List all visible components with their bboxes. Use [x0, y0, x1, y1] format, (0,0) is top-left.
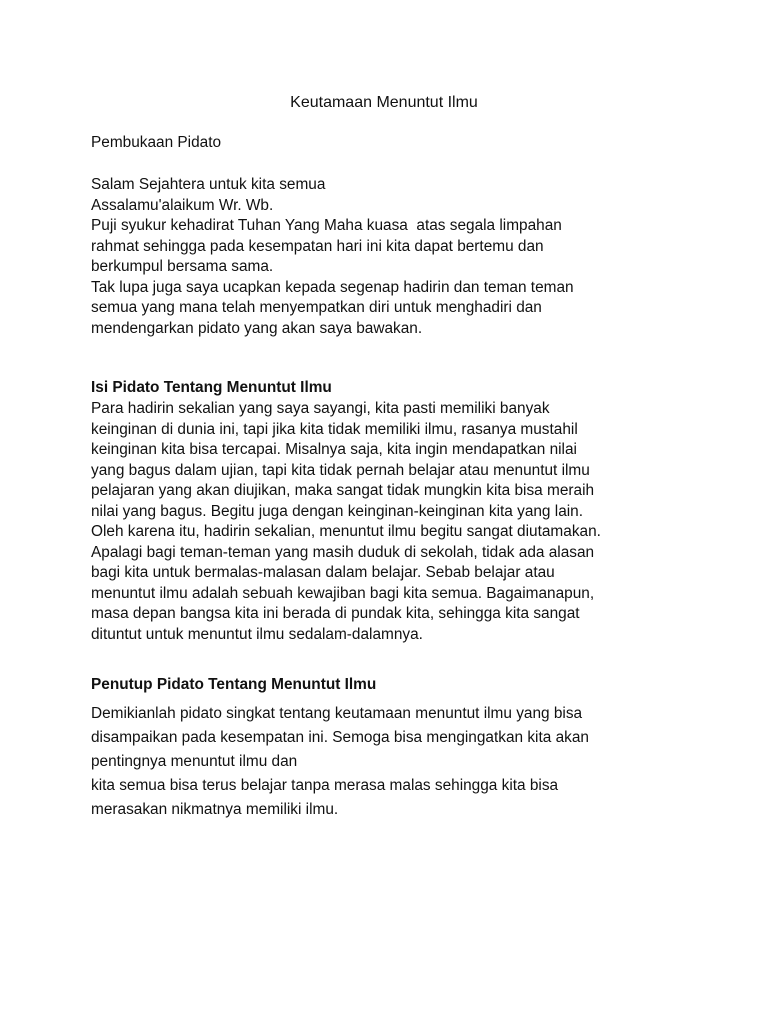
text-line: nilai yang bagus. Begitu juga dengan keinginan-keinginan kita yang lain. [91, 502, 584, 520]
text-line: pentingnya menuntut ilmu dan [91, 753, 298, 770]
text-line: semua yang mana telah menyempatkan diri untuk menghadiri dan [91, 299, 542, 316]
content-heading: Isi Pidato Tentang Menuntut Ilmu [91, 379, 332, 396]
text-line: disampaikan pada kesempatan ini. Semoga bisa mengingatkan kita akan [91, 729, 589, 746]
document-title: Keutamaan Menuntut Ilmu [290, 94, 478, 111]
text-line: Oleh karena itu, hadirin sekalian, menuntut ilmu begitu sangat diutamakan. [91, 523, 601, 540]
text-line: Apalagi bagi teman-teman yang masih duduk di sekolah, tidak ada alasan [91, 543, 595, 561]
text-line: merasakan nikmatnya memiliki ilmu. [91, 801, 339, 818]
opening-paragraph [91, 175, 681, 339]
text-line: pelajaran yang akan diujikan, maka sangat tidak mungkin kita bisa meraih [91, 482, 595, 499]
text-line: Puji syukur kehadirat Tuhan Yang Maha kuasa atas segala limpahan [91, 217, 562, 234]
text-line: keinginan kita bisa tercapai. Misalnya saja, kita ingin mendapatkan nilai [91, 441, 577, 458]
text-line: mendengarkan pidato yang akan saya bawakan. [91, 319, 423, 337]
text-line: Salam Sejahtera untuk kita semua [91, 176, 326, 193]
text-line: keinginan di dunia ini, tapi jika kita tidak memiliki ilmu, rasanya mustahil [91, 420, 578, 438]
text-line: dituntut untuk menuntut ilmu sedalam-dalamnya. [91, 625, 423, 643]
text-line: Assalamu'alaikum Wr. Wb. [91, 196, 274, 214]
text-line: berkumpul bersama sama. [91, 258, 274, 275]
text-line: Para hadirin sekalian yang saya sayangi, kita pasti memiliki banyak [91, 400, 550, 417]
text-line: masa depan bangsa kita ini berada di pundak kita, sehingga kita sangat [91, 605, 580, 622]
opening-heading: Pembukaan Pidato [91, 134, 222, 151]
closing-paragraph [91, 702, 681, 822]
content-paragraph [91, 399, 681, 645]
text-line: yang bagus dalam ujian, tapi kita tidak pernah belajar atau menuntut ilmu [91, 461, 590, 479]
text-line: rahmat sehingga pada kesempatan hari ini kita dapat bertemu dan [91, 237, 544, 255]
text-line: Demikianlah pidato singkat tentang keutamaan menuntut ilmu yang bisa [91, 705, 583, 722]
text-line: Tak lupa juga saya ucapkan kepada segenap hadirin dan teman teman [91, 278, 574, 296]
text-line: bagi kita untuk bermalas-malasan dalam belajar. Sebab belajar atau [91, 564, 555, 581]
text-line: menuntut ilmu adalah sebuah kewajiban bagi kita semua. Bagaimanapun, [91, 584, 595, 602]
closing-heading: Penutup Pidato Tentang Menuntut Ilmu [91, 676, 377, 693]
text-line: kita semua bisa terus belajar tanpa merasa malas sehingga kita bisa [91, 777, 559, 794]
